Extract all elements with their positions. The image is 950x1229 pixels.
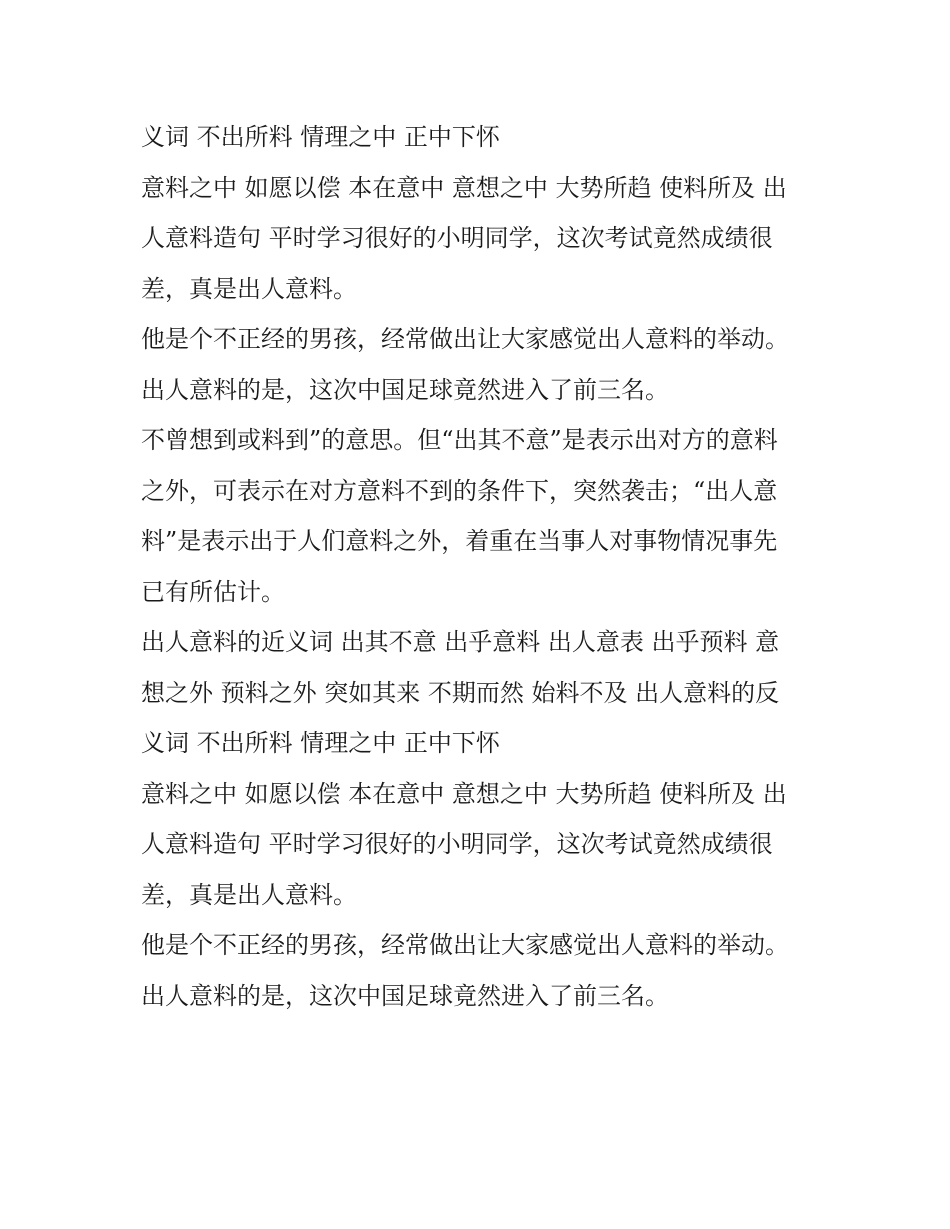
text-line: 料”是表示出于人们意料之外，着重在当事人对事物情况事先 [141, 527, 778, 555]
text-line: 他是个不正经的男孩，经常做出让大家感觉出人意料的举动。 [141, 325, 789, 353]
text-line: 想之外 预料之外 突如其来 不期而然 始料不及 出人意料的反 [141, 678, 780, 707]
text-line: 差，真是出人意料。 [141, 880, 357, 909]
text-line: 他是个不正经的男孩，经常做出让大家感觉出人意料的举动。 [141, 931, 789, 959]
text-line: 意料之中 如愿以偿 本在意中 意想之中 大势所趋 使料所及 出 [141, 779, 787, 808]
text-line: 人意料造句 平时学习很好的小明同学，这次考试竟然成绩很 [141, 830, 773, 858]
text-line: 出人意料的近义词 出其不意 出乎意料 出人意表 出乎预料 意 [141, 628, 780, 656]
text-line: 不曾想到或料到”的意思。但“出其不意”是表示出对方的意料 [141, 426, 778, 454]
text-line: 之外，可表示在对方意料不到的条件下，突然袭击；“出人意 [141, 476, 778, 505]
text-line: 义词 不出所料 情理之中 正中下怀 [141, 729, 500, 757]
text-line: 义词 不出所料 情理之中 正中下怀 [141, 123, 500, 151]
document-body [141, 112, 821, 1021]
text-line: 意料之中 如愿以偿 本在意中 意想之中 大势所趋 使料所及 出 [141, 173, 787, 202]
text-line: 已有所估计。 [141, 577, 285, 606]
text-line: 差，真是出人意料。 [141, 274, 357, 303]
text-line: 人意料造句 平时学习很好的小明同学，这次考试竟然成绩很 [141, 224, 773, 252]
text-line: 出人意料的是，这次中国足球竟然进入了前三名。 [141, 375, 669, 404]
text-line: 出人意料的是，这次中国足球竟然进入了前三名。 [141, 981, 669, 1010]
